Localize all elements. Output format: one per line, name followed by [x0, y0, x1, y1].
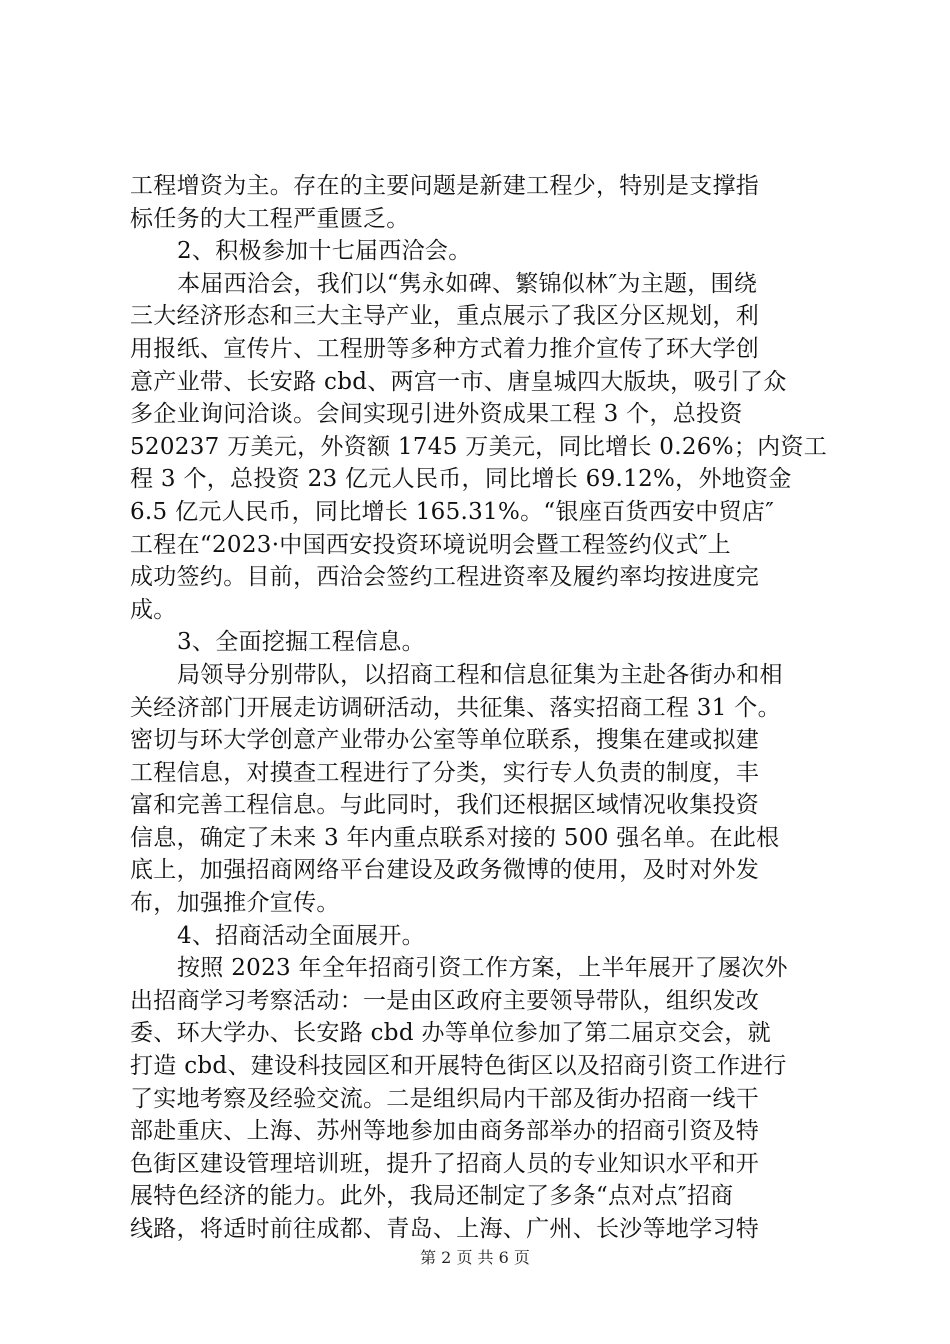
text-line: 富和完善工程信息。与此同时，我们还根据区域情况收集投资 [130, 792, 760, 819]
text-line: 部赴重庆、上海、苏州等地参加由商务部举办的招商引资及特 [130, 1118, 760, 1145]
text-line: 关经济部门开展走访调研活动，共征集、落实招商工程 31 个。 [130, 694, 781, 721]
text-line: 委、环大学办、长安路 cbd 办等单位参加了第二届京交会，就 [130, 1020, 771, 1047]
paragraph-start-line: 局领导分别带队，以招商工程和信息征集为主赴各街办和相 [177, 661, 783, 688]
paragraph-start-line: 2、积极参加十七届西洽会。 [177, 238, 472, 265]
text-line: 展特色经济的能力。此外，我局还制定了多条“点对点″招商 [130, 1183, 734, 1210]
text-line: 程 3 个，总投资 23 亿元人民币，同比增长 69.12%，外地资金 [130, 466, 792, 493]
text-line: 三大经济形态和三大主导产业，重点展示了我区分区规划，利 [130, 303, 760, 330]
text-line: 多企业询问洽谈。会间实现引进外资成果工程 3 个，总投资 [130, 401, 743, 428]
text-line: 6.5 亿元人民币，同比增长 165.31%。“银座百货西安中贸店″ [130, 498, 775, 525]
text-line: 布，加强推介宣传。 [130, 890, 340, 917]
text-line: 色街区建设管理培训班，提升了招商人员的专业知识水平和开 [130, 1150, 760, 1177]
text-line: 标任务的大工程严重匮乏。 [130, 205, 410, 232]
text-line: 成功签约。目前，西洽会签约工程进资率及履约率均按进度完 [130, 564, 760, 591]
text-line: 工程信息，对摸查工程进行了分类，实行专人负责的制度，丰 [130, 759, 760, 786]
paragraph-start-line: 4、招商活动全面展开。 [177, 922, 425, 949]
paragraph-start-line: 按照 2023 年全年招商引资工作方案，上半年展开了屡次外 [177, 955, 788, 982]
document-body [130, 170, 830, 1246]
text-line: 工程增资为主。存在的主要问题是新建工程少，特别是支撑指 [130, 173, 760, 199]
text-line: 用报纸、宣传片、工程册等多种方式着力推介宣传了环大学创 [130, 335, 760, 362]
text-line: 工程在“2023·中国西安投资环境说明会暨工程签约仪式″上 [130, 531, 731, 558]
text-line: 了实地考察及经验交流。二是组织局内干部及街办招商一线干 [130, 1085, 760, 1112]
text-line: 出招商学习考察活动：一是由区政府主要领导带队，组织发改 [130, 987, 760, 1014]
text-line: 信息，确定了未来 3 年内重点联系对接的 500 强名单。在此根 [130, 824, 780, 851]
paragraph-start-line: 本届西洽会，我们以“隽永如碑、繁锦似林″为主题，围绕 [177, 270, 758, 297]
text-line: 底上，加强招商网络平台建设及政务微博的使用，及时对外发 [130, 857, 760, 884]
text-line: 意产业带、长安路 cbd、两宫一市、唐皇城四大版块，吸引了众 [130, 368, 787, 395]
page-number-footer: 第 2 页 共 6 页 [420, 1248, 530, 1267]
text-line: 线路，将适时前往成都、青岛、上海、广州、长沙等地学习特 [130, 1216, 760, 1242]
text-line: 打造 cbd、建设科技园区和开展特色街区以及招商引资工作进行 [130, 1053, 787, 1080]
text-line: 520237 万美元，外资额 1745 万美元，同比增长 0.26%；内资工 [130, 433, 828, 460]
text-line: 密切与环大学创意产业带办公室等单位联系，搜集在建或拟建 [130, 727, 760, 754]
paragraph-start-line: 3、全面挖掘工程信息。 [177, 629, 425, 656]
text-line: 成。 [130, 596, 177, 623]
